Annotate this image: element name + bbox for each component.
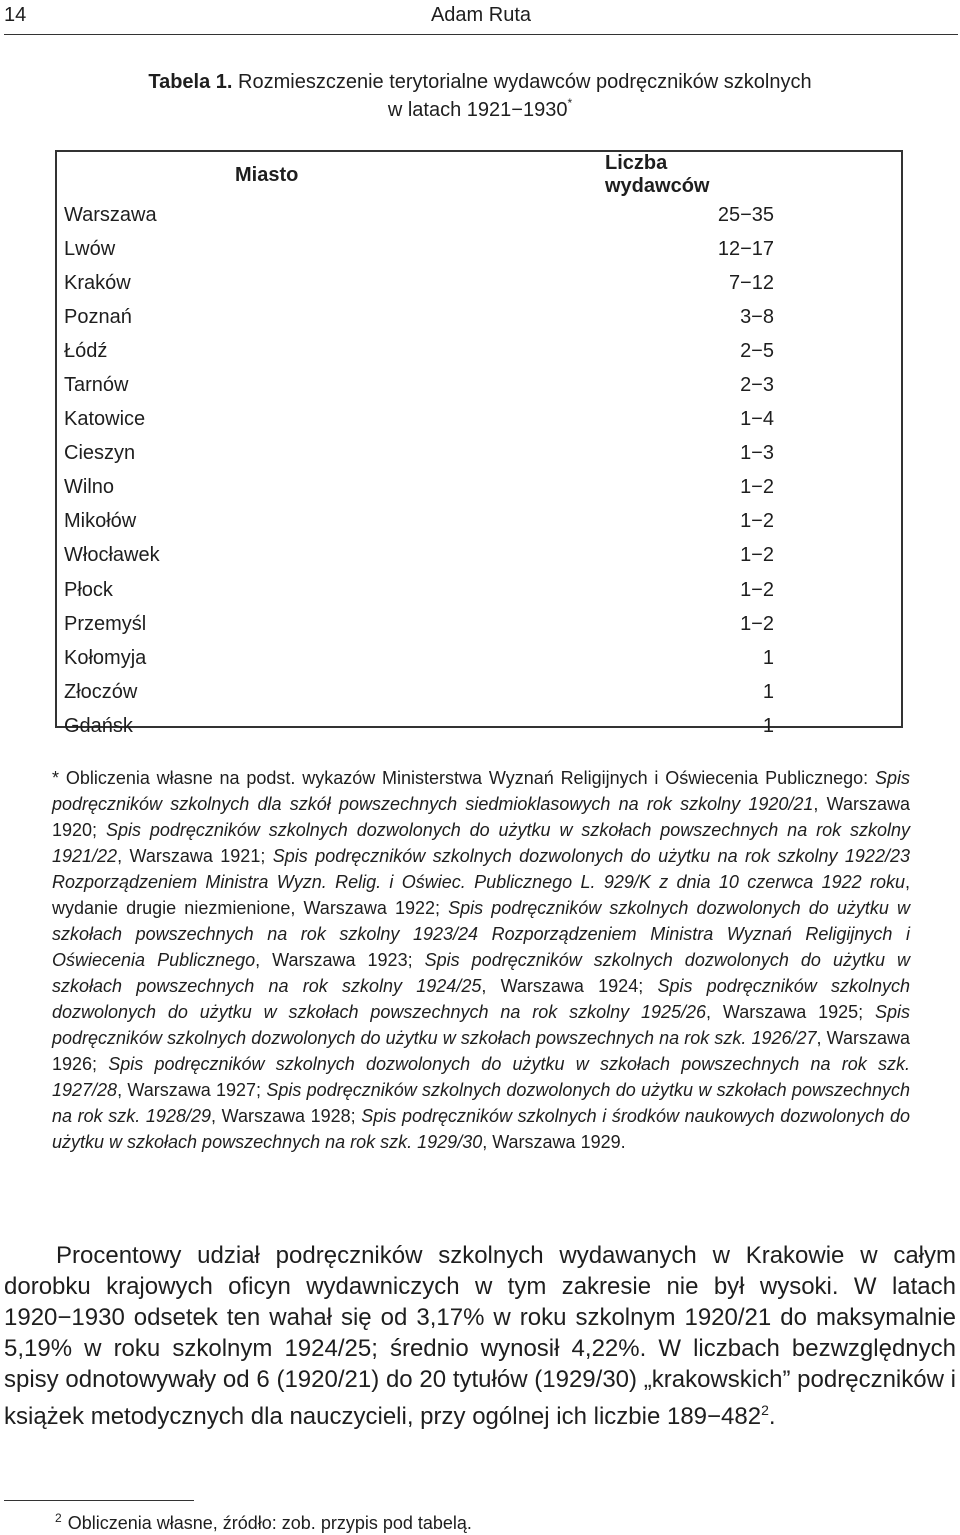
- cell-city: Gdańsk: [64, 714, 133, 737]
- cell-city: Tarnów: [64, 374, 129, 397]
- note-text: , wydanie drugie niezmienione, Warszawa 1922;: [52, 872, 910, 918]
- note-text: , Warszawa 1929.: [482, 1132, 626, 1152]
- caption-line-1: Rozmieszczenie terytorialne wydawców podręczników szkolnych: [238, 71, 812, 93]
- page-number: 14: [4, 4, 27, 26]
- table-row: [57, 300, 901, 334]
- cell-city: Lwów: [64, 237, 116, 260]
- body-paragraph: [4, 1240, 956, 1432]
- caption-line-2: w latach 1921−1930: [387, 99, 568, 121]
- table-row: [57, 403, 901, 437]
- caption-label: Tabela 1.: [148, 71, 233, 93]
- cell-count: 1−2: [740, 612, 774, 635]
- note-title: Spis podręczników szkolnych dozwolonych do użytku w szkołach powszechnych na rok szkolny 1924/25: [52, 950, 910, 996]
- cell-city: Cieszyn: [64, 442, 136, 465]
- note-text: , Warszawa 1926;: [52, 1028, 910, 1074]
- note-text: , Warszawa 1920;: [52, 794, 910, 840]
- table-row: [57, 334, 901, 368]
- table-row: [57, 573, 901, 607]
- cell-count: 1−3: [740, 442, 774, 465]
- footnote-number: 2: [55, 1511, 62, 1525]
- cell-city: Warszawa: [64, 203, 157, 226]
- page-header: [4, 0, 958, 35]
- table-row: [57, 266, 901, 300]
- table-row: [57, 539, 901, 573]
- footnote-divider: [4, 1500, 194, 1501]
- note-text: * Obliczenia własne na podst. wykazów Ministerstwa Wyznań Religijnych i Oświecenia Publicznego:: [52, 768, 875, 788]
- cell-count: 25−35: [717, 203, 774, 226]
- table-row: [57, 232, 901, 266]
- cell-count: 1: [762, 680, 774, 703]
- cell-city: Katowice: [64, 408, 146, 431]
- note-text: , Warszawa 1925;: [706, 1002, 875, 1022]
- body-text: Procentowy udział podręczników szkolnych wydawanych w Krakowie w całym dorobku krajowych oficyn wydawniczych w tym zakresie nie był wysoki. W latach 1920−1930 odsetek ten wahał się od 3,17% w roku szkolnym 1920/21 do maksymalnie 5,19% w roku szkolnym 1924/25; średnio wynosił 4,22%. W liczbach bezwzględnych spisy odnotowywały od 6 (1920/21) do 20 tytułów (1929/30) „krakowskich” podręczników i książek metodycznych dla nauczycieli, przy ogólnej ich liczbie 189−482: [4, 1242, 956, 1430]
- table-row: [57, 607, 901, 641]
- footnote-text: Obliczenia własne, źródło: zob. przypis pod tabelą.: [67, 1513, 472, 1533]
- note-title: Spis podręczników szkolnych dozwolonych do użytku w szkołach powszechnych na rok szk. 1926/27: [52, 1002, 910, 1048]
- table-body: [57, 198, 901, 744]
- cell-count: 3−8: [740, 305, 774, 328]
- table-row: [57, 675, 901, 709]
- note-title: Spis podręczników szkolnych dozwolonych do użytku na rok szkolny 1922/23 Rozporządzeniem Ministra Wyzn. Relig. i Oświec. Publicznego L. 929/K z dnia 10 czerwca 1922 roku: [52, 846, 910, 892]
- note-text: , Warszawa 1927;: [117, 1080, 267, 1100]
- table-row: [57, 368, 901, 402]
- cell-count: 1: [762, 714, 774, 737]
- cell-city: Kołomyja: [64, 646, 147, 669]
- note-title: Spis podręczników szkolnych i środków naukowych dozwolonych do użytku w szkołach powszechnych na rok szk. 1929/30: [52, 1106, 910, 1152]
- cell-city: Łódź: [64, 339, 108, 362]
- footnote-reference: 2: [761, 1402, 769, 1418]
- cell-count: 1−2: [740, 510, 774, 533]
- cell-city: Złoczów: [64, 680, 138, 703]
- cell-count: 12−17: [717, 237, 774, 260]
- cell-city: Włocławek: [64, 544, 160, 567]
- note-text: , Warszawa 1928;: [211, 1106, 362, 1126]
- table-row: [57, 437, 901, 471]
- note-title: Spis podręczników szkolnych dozwolonych do użytku w szkołach powszechnych na rok szk. 1928/29: [52, 1080, 911, 1126]
- note-text: , Warszawa 1921;: [117, 846, 273, 866]
- note-title: Spis podręczników szkolnych dla szkół powszechnych siedmioklasowych na rok szkolny 1920/21: [52, 768, 910, 814]
- body-text-end: .: [768, 1403, 776, 1430]
- cell-count: 1−2: [740, 544, 774, 567]
- cell-count: 1−2: [740, 578, 774, 601]
- cell-count: 1−2: [740, 476, 774, 499]
- table-row: [57, 198, 901, 232]
- cell-count: 2−5: [740, 339, 774, 362]
- note-title: Spis podręczników szkolnych dozwolonych do użytku w szkołach powszechnych na rok szk. 1927/28: [52, 1054, 910, 1100]
- table-caption: [0, 68, 960, 124]
- cell-city: Wilno: [64, 476, 115, 499]
- cell-city: Przemyśl: [64, 612, 147, 635]
- table-header-row: [57, 152, 901, 198]
- publishers-table: [55, 150, 903, 737]
- cell-count: 7−12: [728, 271, 774, 294]
- caption-note-marker: *: [567, 96, 573, 110]
- note-title: Spis podręczników szkolnych dozwolonych do użytku w szkołach powszechnych na rok szkolny 1925/26: [52, 976, 910, 1022]
- footnote: [55, 1511, 472, 1534]
- table-row: [57, 709, 901, 743]
- note-title: Spis podręczników szkolnych dozwolonych do użytku w szkołach powszechnych na rok szkolny 1923/24 Rozporządzeniem Ministra Wyznań Religijnych i Oświecenia Publicznego: [52, 898, 910, 970]
- cell-city: Mikołów: [64, 510, 137, 533]
- note-text: , Warszawa 1923;: [255, 950, 425, 970]
- cell-city: Kraków: [64, 271, 131, 294]
- table-row: [57, 641, 901, 675]
- note-title: Spis podręczników szkolnych dozwolonych do użytku w szkołach powszechnych na rok szkolny 1921/22: [52, 820, 910, 866]
- cell-count: 1: [762, 646, 774, 669]
- column-header-count: Liczba wydawców: [605, 152, 710, 197]
- table-row: [57, 471, 901, 505]
- table-note: [52, 765, 910, 1155]
- note-text: , Warszawa 1924;: [481, 976, 658, 996]
- cell-count: 1−4: [740, 408, 774, 431]
- cell-count: 2−3: [740, 374, 774, 397]
- cell-city: Poznań: [64, 305, 132, 328]
- table-row: [57, 505, 901, 539]
- column-header-city: Miasto: [235, 163, 299, 186]
- cell-city: Płock: [64, 578, 113, 601]
- running-head: Adam Ruta: [430, 4, 532, 26]
